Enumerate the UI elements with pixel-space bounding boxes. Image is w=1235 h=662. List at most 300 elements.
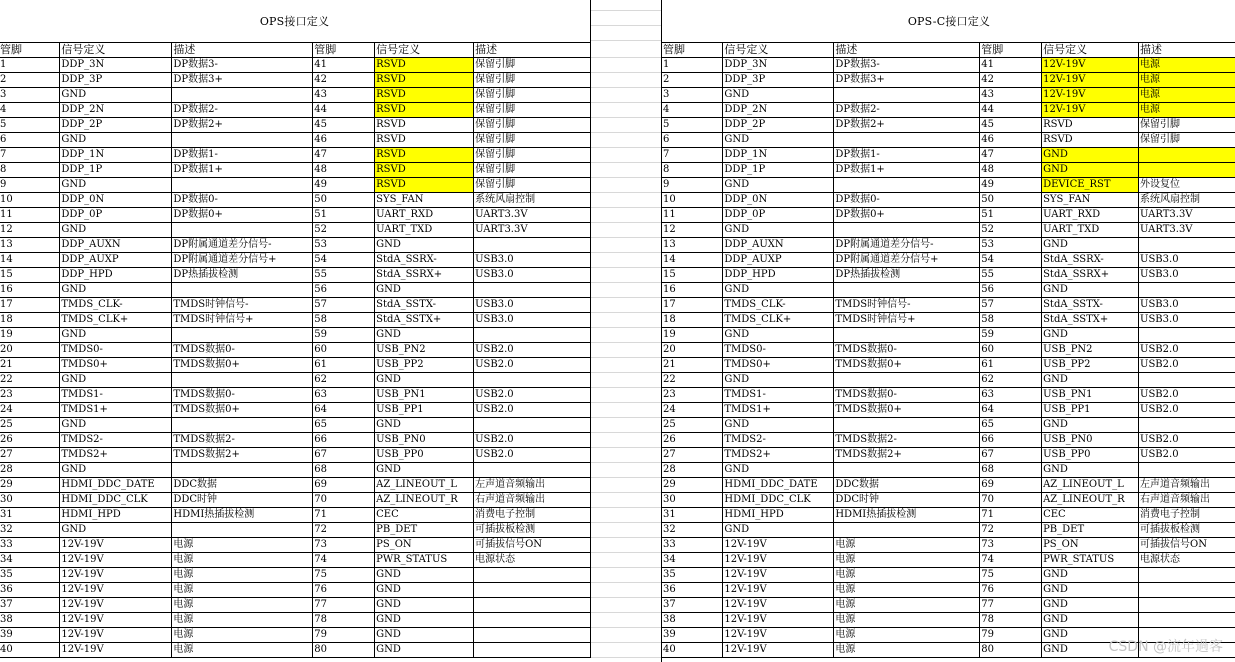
table-cell[interactable]: 5 [0,118,60,133]
table-cell[interactable]: 2 [0,73,60,88]
table-cell[interactable]: 5 [662,118,723,133]
table-cell[interactable]: UART_RXD [375,208,474,223]
table-cell[interactable]: TMDS数据0+ [834,358,980,373]
table-cell[interactable]: 57 [980,298,1042,313]
table-cell[interactable]: GND [60,418,172,433]
table-cell[interactable]: 22 [0,373,60,388]
table-cell[interactable]: TMDS时钟信号+ [834,313,980,328]
table-cell[interactable]: HDMI热插拔检测 [834,508,980,523]
table-cell[interactable]: HDMI_DDC_DATE [723,478,834,493]
table-cell[interactable]: TMDS2+ [60,448,172,463]
table-cell[interactable]: StdA_SSRX+ [1042,268,1139,283]
table-cell[interactable]: GND [375,568,474,583]
table-cell[interactable]: 71 [313,508,375,523]
table-cell[interactable]: 4 [0,103,60,118]
table-cell[interactable]: 45 [313,118,375,133]
table-cell[interactable]: 电源 [1139,58,1235,73]
table-cell[interactable] [1139,373,1235,388]
table-cell[interactable]: StdA_SSRX- [1042,253,1139,268]
table-cell[interactable] [1139,328,1235,343]
table-cell[interactable] [474,418,591,433]
table-cell[interactable]: 23 [662,388,723,403]
table-cell[interactable]: GND [60,88,172,103]
table-cell[interactable]: DDP_HPD [723,268,834,283]
table-cell[interactable]: USB_PN1 [1042,388,1139,403]
table-cell[interactable]: 53 [313,238,375,253]
table-cell[interactable]: 61 [980,358,1042,373]
table-cell[interactable]: 17 [662,298,723,313]
table-cell[interactable]: TMDS数据0+ [172,358,313,373]
table-cell[interactable]: 16 [662,283,723,298]
table-cell[interactable]: 41 [980,58,1042,73]
table-cell[interactable]: TMDS时钟信号- [834,298,980,313]
table-cell[interactable]: 78 [980,613,1042,628]
table-cell[interactable]: AZ_LINEOUT_R [1042,493,1139,508]
table-cell[interactable]: DDP_0P [723,208,834,223]
table-cell[interactable]: 可插拔板检测 [1139,523,1235,538]
table-cell[interactable]: GND [60,283,172,298]
table-cell[interactable]: TMDS数据2- [834,433,980,448]
table-cell[interactable]: 70 [980,493,1042,508]
table-cell[interactable] [474,643,591,658]
table-cell[interactable]: 67 [313,448,375,463]
table-cell[interactable]: GND [375,628,474,643]
table-cell[interactable]: 电源 [834,568,980,583]
table-cell[interactable]: TMDS_CLK+ [723,313,834,328]
table-cell[interactable]: USB2.0 [1139,343,1235,358]
table-cell[interactable]: USB2.0 [1139,403,1235,418]
table-cell[interactable]: DDP_1P [723,163,834,178]
table-cell[interactable]: DDP_AUXN [60,238,172,253]
table-cell[interactable] [474,598,591,613]
table-cell[interactable]: 44 [313,103,375,118]
table-cell[interactable]: 12 [0,223,60,238]
table-cell[interactable]: 电源 [834,628,980,643]
table-cell[interactable]: 电源 [834,553,980,568]
table-cell[interactable]: DP数据0+ [172,208,313,223]
table-cell[interactable]: PWR_STATUS [1042,553,1139,568]
table-cell[interactable]: 75 [980,568,1042,583]
table-cell[interactable]: 54 [313,253,375,268]
table-cell[interactable]: 10 [662,193,723,208]
table-cell[interactable]: 3 [0,88,60,103]
table-cell[interactable]: USB2.0 [474,403,591,418]
table-cell[interactable]: 65 [313,418,375,433]
table-cell[interactable]: 12V-19V [723,598,834,613]
table-cell[interactable]: TMDS时钟信号+ [172,313,313,328]
table-cell[interactable]: 46 [313,133,375,148]
table-cell[interactable]: USB3.0 [474,298,591,313]
table-cell[interactable]: 58 [980,313,1042,328]
table-cell[interactable]: UART3.3V [1139,208,1235,223]
table-cell[interactable]: 10 [0,193,60,208]
table-cell[interactable]: 52 [313,223,375,238]
table-cell[interactable]: PB_DET [375,523,474,538]
table-cell[interactable]: DDP_AUXP [723,253,834,268]
table-cell[interactable]: DP数据0- [834,193,980,208]
table-cell[interactable] [474,613,591,628]
table-cell[interactable]: 13 [662,238,723,253]
table-cell[interactable]: USB_PN2 [1042,343,1139,358]
table-cell[interactable]: 21 [662,358,723,373]
table-cell[interactable]: DDP_2P [723,118,834,133]
table-cell[interactable]: 62 [980,373,1042,388]
table-cell[interactable]: 34 [662,553,723,568]
table-cell[interactable]: TMDS数据0- [834,343,980,358]
table-cell[interactable]: TMDS数据0+ [172,403,313,418]
table-cell[interactable]: 保留引脚 [474,88,591,103]
table-cell[interactable]: 47 [980,148,1042,163]
table-cell[interactable]: 77 [313,598,375,613]
table-cell[interactable]: DP数据3+ [834,73,980,88]
table-cell[interactable]: USB3.0 [1139,298,1235,313]
table-cell[interactable]: 电源 [834,583,980,598]
table-cell[interactable]: DDP_2N [723,103,834,118]
table-cell[interactable]: RSVD [375,148,474,163]
table-cell[interactable]: 8 [662,163,723,178]
table-cell[interactable]: PWR_STATUS [375,553,474,568]
table-cell[interactable]: 2 [662,73,723,88]
table-cell[interactable]: 电源 [172,568,313,583]
table-cell[interactable]: 12V-19V [60,568,172,583]
table-cell[interactable] [474,568,591,583]
table-cell[interactable]: GND [723,133,834,148]
table-cell[interactable]: 39 [662,628,723,643]
table-cell[interactable]: GND [723,223,834,238]
table-cell[interactable]: 69 [313,478,375,493]
table-cell[interactable]: GND [375,238,474,253]
table-cell[interactable]: 63 [313,388,375,403]
table-cell[interactable]: RSVD [375,103,474,118]
table-cell[interactable]: GND [60,223,172,238]
table-cell[interactable]: GND [375,598,474,613]
table-cell[interactable]: GND [723,418,834,433]
table-cell[interactable]: TMDS0- [723,343,834,358]
table-cell[interactable]: HDMI_DDC_CLK [723,493,834,508]
table-cell[interactable]: 32 [662,523,723,538]
table-cell[interactable]: 27 [662,448,723,463]
table-cell[interactable]: 80 [980,643,1042,658]
table-cell[interactable]: StdA_SSTX+ [1042,313,1139,328]
table-cell[interactable]: 电源 [834,538,980,553]
table-cell[interactable]: UART_TXD [375,223,474,238]
table-cell[interactable]: HDMI_HPD [723,508,834,523]
table-cell[interactable] [834,133,980,148]
table-cell[interactable]: 12V-19V [723,568,834,583]
table-cell[interactable]: USB_PN0 [375,433,474,448]
table-cell[interactable] [834,463,980,478]
table-cell[interactable] [1139,598,1235,613]
table-cell[interactable]: HDMI_HPD [60,508,172,523]
table-cell[interactable]: 12 [662,223,723,238]
table-cell[interactable]: 30 [662,493,723,508]
table-cell[interactable]: GND [60,463,172,478]
table-cell[interactable] [172,133,313,148]
table-cell[interactable]: 左声道音频输出 [474,478,591,493]
table-cell[interactable]: 电源状态 [1139,553,1235,568]
table-cell[interactable]: 6 [662,133,723,148]
table-cell[interactable]: DDP_3P [723,73,834,88]
table-cell[interactable]: GND [375,283,474,298]
table-cell[interactable]: USB_PP0 [1042,448,1139,463]
table-cell[interactable]: GND [1042,628,1139,643]
table-cell[interactable]: 57 [313,298,375,313]
table-cell[interactable]: 12V-19V [1042,103,1139,118]
table-cell[interactable]: RSVD [375,73,474,88]
table-cell[interactable]: 12V-19V [1042,88,1139,103]
table-cell[interactable]: 消费电子控制 [474,508,591,523]
table-cell[interactable]: 42 [313,73,375,88]
table-cell[interactable]: GND [375,418,474,433]
table-cell[interactable]: DP数据2+ [834,118,980,133]
table-cell[interactable]: RSVD [375,133,474,148]
table-cell[interactable]: 76 [313,583,375,598]
table-cell[interactable]: DDP_3N [60,58,172,73]
table-cell[interactable] [172,328,313,343]
table-cell[interactable] [1139,283,1235,298]
table-cell[interactable]: 可插拔信号ON [474,538,591,553]
table-cell[interactable]: GND [60,328,172,343]
table-cell[interactable]: 52 [980,223,1042,238]
table-cell[interactable] [172,373,313,388]
table-cell[interactable]: 61 [313,358,375,373]
table-cell[interactable]: 电源 [172,583,313,598]
table-cell[interactable]: 46 [980,133,1042,148]
table-cell[interactable]: DP附属通道差分信号- [172,238,313,253]
table-cell[interactable]: 保留引脚 [1139,133,1235,148]
table-cell[interactable]: 64 [980,403,1042,418]
table-cell[interactable] [474,373,591,388]
table-cell[interactable] [834,223,980,238]
table-cell[interactable]: DP数据0+ [834,208,980,223]
table-cell[interactable]: 59 [980,328,1042,343]
table-cell[interactable]: RSVD [1042,133,1139,148]
table-cell[interactable] [1139,568,1235,583]
table-cell[interactable]: 12V-19V [60,628,172,643]
table-cell[interactable]: 49 [980,178,1042,193]
table-cell[interactable]: DDP_HPD [60,268,172,283]
table-cell[interactable] [474,628,591,643]
table-cell[interactable]: 77 [980,598,1042,613]
table-cell[interactable]: 23 [0,388,60,403]
table-cell[interactable] [474,328,591,343]
table-cell[interactable]: 系统风扇控制 [474,193,591,208]
table-cell[interactable]: 21 [0,358,60,373]
table-cell[interactable]: 51 [980,208,1042,223]
table-cell[interactable] [834,328,980,343]
table-cell[interactable]: 12V-19V [60,538,172,553]
table-cell[interactable]: USB2.0 [474,433,591,448]
table-cell[interactable]: TMDS_CLK- [723,298,834,313]
table-cell[interactable]: 15 [662,268,723,283]
table-cell[interactable]: 7 [662,148,723,163]
table-cell[interactable]: 外设复位 [1139,178,1235,193]
table-cell[interactable]: 60 [313,343,375,358]
table-cell[interactable]: SYS_FAN [1042,193,1139,208]
table-cell[interactable]: AZ_LINEOUT_L [375,478,474,493]
table-cell[interactable]: 7 [0,148,60,163]
table-cell[interactable] [172,283,313,298]
table-cell[interactable]: 9 [662,178,723,193]
table-cell[interactable]: GND [1042,328,1139,343]
table-cell[interactable]: TMDS_CLK- [60,298,172,313]
table-cell[interactable]: DDP_0P [60,208,172,223]
table-cell[interactable]: 28 [0,463,60,478]
table-cell[interactable]: 73 [980,538,1042,553]
table-cell[interactable]: PS_ON [375,538,474,553]
table-cell[interactable]: USB2.0 [474,388,591,403]
table-cell[interactable]: USB2.0 [1139,433,1235,448]
table-cell[interactable]: GND [375,643,474,658]
table-cell[interactable]: 保留引脚 [474,148,591,163]
table-cell[interactable]: 12V-19V [60,643,172,658]
table-cell[interactable]: 56 [980,283,1042,298]
table-cell[interactable]: TMDS0- [60,343,172,358]
table-cell[interactable]: 26 [0,433,60,448]
table-cell[interactable]: DDC数据 [172,478,313,493]
table-cell[interactable]: 电源 [172,613,313,628]
table-cell[interactable]: 电源 [1139,73,1235,88]
table-cell[interactable]: 64 [313,403,375,418]
table-cell[interactable]: 12V-19V [1042,73,1139,88]
table-cell[interactable]: RSVD [375,88,474,103]
table-cell[interactable]: RSVD [375,118,474,133]
table-cell[interactable] [172,463,313,478]
table-cell[interactable]: DP附属通道差分信号+ [172,253,313,268]
table-cell[interactable]: GND [723,523,834,538]
table-cell[interactable]: 37 [662,598,723,613]
table-cell[interactable]: CEC [375,508,474,523]
table-cell[interactable] [1139,163,1235,178]
table-cell[interactable]: StdA_SSTX- [375,298,474,313]
table-cell[interactable]: 80 [313,643,375,658]
table-cell[interactable]: 11 [0,208,60,223]
table-cell[interactable]: GND [1042,148,1139,163]
table-cell[interactable]: GND [375,328,474,343]
table-cell[interactable]: TMDS0+ [60,358,172,373]
table-cell[interactable]: GND [723,88,834,103]
table-cell[interactable]: GND [60,373,172,388]
table-cell[interactable]: GND [723,283,834,298]
table-cell[interactable] [834,373,980,388]
table-cell[interactable] [1139,148,1235,163]
table-cell[interactable]: TMDS数据2+ [834,448,980,463]
table-cell[interactable]: DDC时钟 [834,493,980,508]
table-cell[interactable]: 79 [313,628,375,643]
table-cell[interactable]: 4 [662,103,723,118]
table-cell[interactable]: USB2.0 [474,343,591,358]
table-cell[interactable]: 55 [313,268,375,283]
table-cell[interactable]: RSVD [375,163,474,178]
table-cell[interactable]: 27 [0,448,60,463]
table-cell[interactable]: GND [723,328,834,343]
table-cell[interactable]: 74 [980,553,1042,568]
table-cell[interactable]: 35 [662,568,723,583]
table-cell[interactable]: 电源 [1139,103,1235,118]
table-cell[interactable]: 12V-19V [723,643,834,658]
table-cell[interactable]: 54 [980,253,1042,268]
table-cell[interactable]: DP数据0- [172,193,313,208]
table-cell[interactable]: 12V-19V [723,613,834,628]
table-cell[interactable]: 12V-19V [723,583,834,598]
table-cell[interactable]: TMDS0+ [723,358,834,373]
table-cell[interactable]: 72 [313,523,375,538]
table-cell[interactable]: DP数据3+ [172,73,313,88]
table-cell[interactable]: 保留引脚 [474,178,591,193]
table-cell[interactable]: 14 [662,253,723,268]
table-cell[interactable]: 保留引脚 [1139,118,1235,133]
table-cell[interactable]: USB_PN0 [1042,433,1139,448]
table-cell[interactable]: 18 [0,313,60,328]
table-cell[interactable]: DP热插拔检测 [834,268,980,283]
table-cell[interactable]: 28 [662,463,723,478]
table-cell[interactable]: 31 [662,508,723,523]
table-cell[interactable]: TMDS数据0- [172,343,313,358]
table-cell[interactable]: DP数据1+ [172,163,313,178]
table-cell[interactable]: RSVD [375,178,474,193]
table-cell[interactable]: RSVD [1042,118,1139,133]
table-cell[interactable]: 38 [0,613,60,628]
table-cell[interactable]: DP附属通道差分信号+ [834,253,980,268]
table-cell[interactable]: TMDS1+ [60,403,172,418]
table-cell[interactable]: 40 [662,643,723,658]
table-cell[interactable]: 3 [662,88,723,103]
table-cell[interactable]: 39 [0,628,60,643]
table-cell[interactable]: GND [1042,568,1139,583]
table-cell[interactable]: 电源 [172,628,313,643]
table-cell[interactable]: USB2.0 [1139,448,1235,463]
table-cell[interactable] [172,88,313,103]
table-cell[interactable]: DP数据3- [172,58,313,73]
table-cell[interactable]: 20 [662,343,723,358]
table-cell[interactable]: AZ_LINEOUT_R [375,493,474,508]
table-cell[interactable]: GND [1042,463,1139,478]
table-cell[interactable]: 31 [0,508,60,523]
table-cell[interactable]: 右声道音频输出 [1139,493,1235,508]
table-cell[interactable]: USB2.0 [1139,358,1235,373]
table-cell[interactable]: 可插拔信号ON [1139,538,1235,553]
table-cell[interactable]: 67 [980,448,1042,463]
table-cell[interactable]: USB3.0 [1139,268,1235,283]
table-cell[interactable]: 电源 [172,538,313,553]
table-cell[interactable]: 19 [662,328,723,343]
table-cell[interactable]: GND [375,583,474,598]
table-cell[interactable]: USB3.0 [1139,253,1235,268]
table-cell[interactable]: DDP_3N [723,58,834,73]
table-cell[interactable]: USB_PN1 [375,388,474,403]
table-cell[interactable] [834,418,980,433]
table-cell[interactable] [172,418,313,433]
table-cell[interactable] [172,178,313,193]
table-cell[interactable]: GND [1042,598,1139,613]
table-cell[interactable]: 56 [313,283,375,298]
table-cell[interactable]: 53 [980,238,1042,253]
table-cell[interactable]: TMDS2- [60,433,172,448]
table-cell[interactable]: USB_PP1 [375,403,474,418]
table-cell[interactable]: 15 [0,268,60,283]
table-cell[interactable]: 60 [980,343,1042,358]
table-cell[interactable]: AZ_LINEOUT_L [1042,478,1139,493]
table-cell[interactable]: PB_DET [1042,523,1139,538]
table-cell[interactable]: 59 [313,328,375,343]
table-cell[interactable]: 41 [313,58,375,73]
table-cell[interactable]: 保留引脚 [474,118,591,133]
table-cell[interactable]: GND [60,178,172,193]
table-cell[interactable]: DEVICE_RST [1042,178,1139,193]
table-cell[interactable]: USB2.0 [474,358,591,373]
table-cell[interactable]: USB_PP0 [375,448,474,463]
table-cell[interactable]: 33 [0,538,60,553]
